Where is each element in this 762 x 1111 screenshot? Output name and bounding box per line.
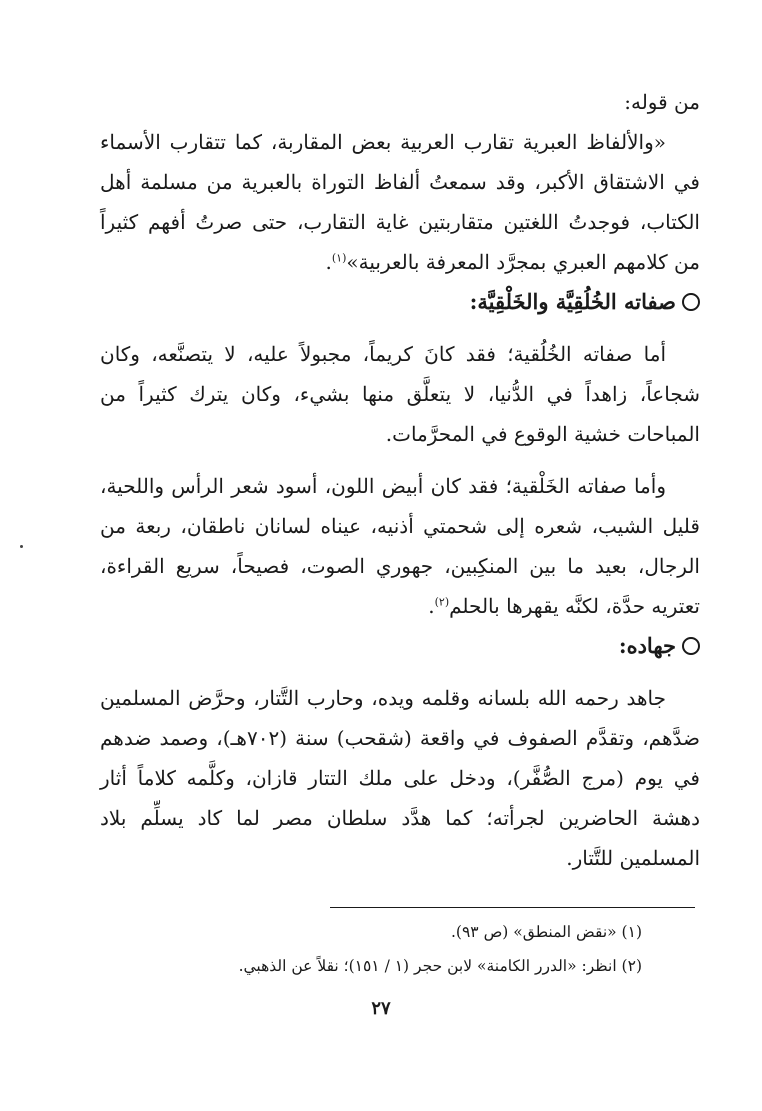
physical-traits-end: . <box>428 594 435 618</box>
heading-text: صفاته الخُلُقِيَّة والخَلْقِيَّة: <box>469 289 676 314</box>
margin-speck <box>20 545 23 548</box>
paragraph-moral-traits: أما صفاته الخُلُقية؛ فقد كانَ كريماً، مجبولاً عليه، لا يتصنَّعه، وكان شجاعاً، زاهداً في الدُّنيا، لا يتعلَّق منها بشيء، وكان يترك كثيراً من المباحات خشية الوقوع في المحرَّمات. <box>100 342 700 446</box>
paragraph-jihad: جاهد رحمه الله بلسانه وقلمه ويده، وحارب التَّتار، وحرَّض المسلمين ضدَّهم، وتقدَّم الصفوف في واقعة (شقحب) سنة (٧٠٢هـ)، وصمد ضدهم في يوم (مرج الصُّفَّر)، ودخل على ملك التتار قازان، وكلَّمه كلاماً أثار دهشة الحاضرين لجرأته؛ كما هدَّد سلطان مصر لما كاد يسلِّم بلاد المسلمين للتَّتار. <box>100 686 701 870</box>
footnotes <box>102 915 642 983</box>
section-heading-jihad <box>100 626 700 666</box>
section-heading-traits <box>100 282 700 322</box>
footnote-divider <box>330 907 695 908</box>
footnote-marker-1[interactable]: (١) <box>331 251 347 265</box>
page-body <box>100 82 700 878</box>
physical-traits-text: وأما صفاته الخَلْقية؛ فقد كان أبيض اللون، أسود شعر الرأس واللحية، قليل الشيب، شعره إلى شحمتي أذنيه، عيناه لسانان ناطقان، ربعة من الرجال، بعيد ما بين المنكِبين، جهوري الصوت، فصيحاً، سريع القراءة، تعتريه حدَّة، لكنَّه يقهرها بالحلم <box>100 474 700 618</box>
quote-paragraph <box>100 122 700 282</box>
footnote-marker-2[interactable]: (٢) <box>434 595 450 609</box>
heading-text: جهاده: <box>618 633 676 658</box>
quote-text: «والألفاظ العبرية تقارب العربية بعض المقاربة، كما تتقارب الأسماء في الاشتقاق الأكبر، وقد سمعتُ ألفاظ التوراة بالعبرية من مسلمة أهل الكتاب، فوجدتُ اللغتين متقاربتين غاية التقارب، حتى صرتُ أفهم كثيراً من كلامهم العبري بمجرَّد المعرفة بالعربية» <box>100 130 700 274</box>
page-number: ٢٧ <box>371 998 391 1019</box>
quote-end: . <box>325 250 332 274</box>
intro-line: من قوله: <box>624 90 700 114</box>
paragraph-physical-traits <box>100 466 700 626</box>
footnote-1: (١) «نقض المنطق» (ص ٩٣). <box>451 923 642 941</box>
circle-bullet-icon <box>682 293 700 311</box>
circle-bullet-icon <box>682 637 700 655</box>
footnote-2: (٢) انظر: «الدرر الكامنة» لابن حجر (١ / ١٥١)؛ نقلاً عن الذهبي. <box>238 957 642 975</box>
